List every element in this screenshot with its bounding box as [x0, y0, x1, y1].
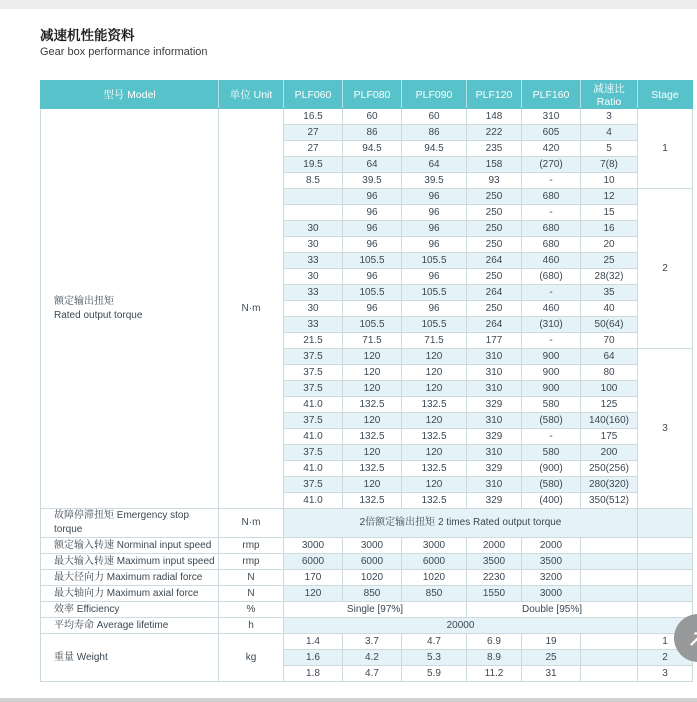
torque-value-cell: 96 — [402, 301, 467, 317]
torque-value-cell: 177 — [467, 333, 522, 349]
torque-value-cell: 120 — [402, 381, 467, 397]
ratio-cell: 15 — [581, 205, 638, 221]
row-label-zh: 额定输出扭矩 — [54, 295, 114, 307]
torque-value-cell: 105.5 — [343, 317, 402, 333]
stage-cell: 2 — [638, 650, 693, 666]
torque-value-cell: 105.5 — [402, 317, 467, 333]
weight-value-cell: 4.7 — [343, 666, 402, 682]
torque-value-cell: 37.5 — [284, 349, 343, 365]
ratio-cell-empty — [581, 666, 638, 682]
header-row — [41, 81, 693, 109]
torque-value-cell: 120 — [343, 413, 402, 429]
torque-value-cell: (680) — [522, 269, 581, 285]
weight-value-cell: 25 — [522, 650, 581, 666]
torque-value-cell: 420 — [522, 141, 581, 157]
torque-value-cell: 105.5 — [343, 253, 402, 269]
value-cell: 2000 — [467, 538, 522, 554]
ratio-cell: 200 — [581, 445, 638, 461]
weight-value-cell: 31 — [522, 666, 581, 682]
ratio-cell: 50(64) — [581, 317, 638, 333]
value-cell: 6000 — [402, 554, 467, 570]
weight-value-cell: 3.7 — [343, 634, 402, 650]
value-cell: 120 — [284, 586, 343, 602]
torque-value-cell: 250 — [467, 189, 522, 205]
torque-value-cell: 105.5 — [402, 285, 467, 301]
row-label: 最大径向力 Maximum radial force — [41, 570, 219, 586]
ratio-cell-empty — [581, 650, 638, 666]
weight-value-cell: 6.9 — [467, 634, 522, 650]
ratio-cell: 125 — [581, 397, 638, 413]
torque-value-cell: 310 — [467, 365, 522, 381]
torque-value-cell: 120 — [402, 413, 467, 429]
ratio-cell: 4 — [581, 125, 638, 141]
torque-value-cell: 71.5 — [343, 333, 402, 349]
header-cell: Stage — [638, 81, 693, 109]
torque-value-cell: 120 — [343, 349, 402, 365]
torque-value-cell: 86 — [343, 125, 402, 141]
torque-value-cell: 329 — [467, 397, 522, 413]
value-cell: 3000 — [522, 586, 581, 602]
ratio-cell-empty — [581, 586, 638, 602]
value-cell: 3000 — [284, 538, 343, 554]
value-cell: 850 — [402, 586, 467, 602]
torque-value-cell: 64 — [402, 157, 467, 173]
stage-cell-empty — [638, 602, 693, 618]
torque-value-cell: 148 — [467, 109, 522, 125]
torque-value-cell: 39.5 — [402, 173, 467, 189]
efficiency-value-cell: Single [97%] — [284, 602, 467, 618]
torque-value-cell: 8.5 — [284, 173, 343, 189]
torque-value-cell: 37.5 — [284, 413, 343, 429]
span-value-cell: 20000 — [284, 618, 638, 634]
row-label: 最大输入转速 Maximum input speed — [41, 554, 219, 570]
unit-cell: N — [219, 570, 284, 586]
torque-value-cell: 250 — [467, 237, 522, 253]
ratio-cell: 35 — [581, 285, 638, 301]
torque-value-cell: 37.5 — [284, 445, 343, 461]
torque-value-cell: 900 — [522, 349, 581, 365]
torque-value-cell: 120 — [402, 445, 467, 461]
value-cell: 2000 — [522, 538, 581, 554]
value-cell: 3500 — [522, 554, 581, 570]
torque-value-cell: 60 — [402, 109, 467, 125]
torque-value-cell: 310 — [467, 381, 522, 397]
torque-value-cell: 329 — [467, 429, 522, 445]
ratio-cell: 280(320) — [581, 477, 638, 493]
weight-value-cell: 4.7 — [402, 634, 467, 650]
table-body — [41, 109, 693, 682]
torque-value-cell: 96 — [402, 269, 467, 285]
stage-cell: 3 — [638, 666, 693, 682]
ratio-cell-empty — [581, 554, 638, 570]
torque-value-cell: 60 — [343, 109, 402, 125]
torque-value-cell: (900) — [522, 461, 581, 477]
torque-value-cell: - — [522, 205, 581, 221]
table-row — [41, 618, 693, 634]
row-label-en: Rated output torque — [54, 309, 143, 321]
ratio-cell-empty — [581, 570, 638, 586]
torque-value-cell: - — [522, 429, 581, 445]
torque-value-cell: 96 — [402, 221, 467, 237]
torque-value-cell: 96 — [343, 189, 402, 205]
ratio-cell: 3 — [581, 109, 638, 125]
weight-value-cell: 5.9 — [402, 666, 467, 682]
weight-value-cell: 19 — [522, 634, 581, 650]
torque-value-cell: 120 — [343, 445, 402, 461]
header-cell: 型号 Model — [41, 81, 219, 109]
value-cell: 3200 — [522, 570, 581, 586]
unit-cell: rmp — [219, 554, 284, 570]
torque-value-cell: (580) — [522, 413, 581, 429]
ratio-cell: 350(512) — [581, 493, 638, 509]
torque-value-cell: 460 — [522, 301, 581, 317]
arrow-up-right-icon — [687, 627, 697, 649]
torque-value-cell: 120 — [402, 365, 467, 381]
weight-value-cell: 1.6 — [284, 650, 343, 666]
header-cell: PLF160 — [522, 81, 581, 109]
torque-value-cell: 96 — [343, 237, 402, 253]
ratio-cell: 20 — [581, 237, 638, 253]
torque-value-cell: 96 — [343, 205, 402, 221]
table-row — [41, 554, 693, 570]
torque-value-cell: 900 — [522, 365, 581, 381]
stage-cell-empty — [638, 538, 693, 554]
torque-value-cell: 96 — [402, 237, 467, 253]
ratio-cell-empty — [581, 538, 638, 554]
torque-value-cell: 120 — [343, 477, 402, 493]
torque-value-cell — [284, 205, 343, 221]
torque-value-cell: 222 — [467, 125, 522, 141]
torque-value-cell: 30 — [284, 237, 343, 253]
table-row — [41, 109, 693, 125]
torque-value-cell: 120 — [402, 349, 467, 365]
span-value-cell: 2倍额定输出扭矩 2 times Rated output torque — [284, 509, 638, 538]
unit-cell: % — [219, 602, 284, 618]
torque-value-cell: 250 — [467, 301, 522, 317]
ratio-cell: 64 — [581, 349, 638, 365]
header-cell: PLF080 — [343, 81, 402, 109]
ratio-cell: 250(256) — [581, 461, 638, 477]
torque-value-cell: 27 — [284, 125, 343, 141]
stage-cell: 3 — [638, 349, 693, 509]
ratio-cell: 80 — [581, 365, 638, 381]
torque-value-cell: 310 — [467, 445, 522, 461]
torque-value-cell: - — [522, 173, 581, 189]
ratio-cell: 16 — [581, 221, 638, 237]
value-cell: 850 — [343, 586, 402, 602]
ratio-cell: 40 — [581, 301, 638, 317]
ratio-cell: 175 — [581, 429, 638, 445]
torque-value-cell: 27 — [284, 141, 343, 157]
row-label: 额定输入转速 Norminal input speed — [41, 538, 219, 554]
torque-value-cell: 105.5 — [402, 253, 467, 269]
torque-value-cell: 30 — [284, 301, 343, 317]
torque-value-cell: 250 — [467, 205, 522, 221]
ratio-cell: 140(160) — [581, 413, 638, 429]
header-cell: 减速比 Ratio — [581, 81, 638, 109]
unit-cell: N·m — [219, 109, 284, 509]
torque-value-cell: 96 — [343, 301, 402, 317]
page-title-en: Gear box performance information — [40, 46, 208, 58]
torque-value-cell: 30 — [284, 221, 343, 237]
table-row — [41, 509, 693, 538]
torque-value-cell: 310 — [522, 109, 581, 125]
torque-value-cell: 86 — [402, 125, 467, 141]
stage-cell-empty — [638, 554, 693, 570]
ratio-cell: 5 — [581, 141, 638, 157]
torque-value-cell: 680 — [522, 221, 581, 237]
torque-value-cell: 93 — [467, 173, 522, 189]
header-cell: PLF060 — [284, 81, 343, 109]
torque-value-cell: 264 — [467, 285, 522, 301]
torque-value-cell: 30 — [284, 269, 343, 285]
torque-value-cell: 33 — [284, 317, 343, 333]
page-bottom-strip — [0, 698, 697, 702]
value-cell: 6000 — [284, 554, 343, 570]
unit-cell: h — [219, 618, 284, 634]
efficiency-value-cell: Double [95%] — [467, 602, 638, 618]
weight-value-cell: 1.8 — [284, 666, 343, 682]
torque-value-cell: 264 — [467, 317, 522, 333]
torque-value-cell: 250 — [467, 269, 522, 285]
torque-value-cell: 132.5 — [402, 493, 467, 509]
torque-value-cell: 132.5 — [402, 397, 467, 413]
torque-value-cell: 21.5 — [284, 333, 343, 349]
torque-value-cell: 71.5 — [402, 333, 467, 349]
page-title-zh: 减速机性能资料 — [40, 28, 135, 43]
torque-value-cell: 120 — [343, 381, 402, 397]
torque-value-cell: 96 — [402, 189, 467, 205]
value-cell: 1550 — [467, 586, 522, 602]
row-label-rated-output-torque — [41, 109, 219, 509]
unit-cell: N·m — [219, 509, 284, 538]
torque-value-cell: 41.0 — [284, 461, 343, 477]
torque-value-cell: 132.5 — [402, 429, 467, 445]
table-row — [41, 570, 693, 586]
torque-value-cell: 105.5 — [343, 285, 402, 301]
torque-value-cell: 132.5 — [343, 429, 402, 445]
torque-value-cell: 310 — [467, 349, 522, 365]
stage-cell-empty — [638, 509, 693, 538]
torque-value-cell: 120 — [402, 477, 467, 493]
table-row — [41, 538, 693, 554]
torque-value-cell: 120 — [343, 365, 402, 381]
stage-cell: 1 — [638, 109, 693, 189]
torque-value-cell: 16.5 — [284, 109, 343, 125]
torque-value-cell: 19.5 — [284, 157, 343, 173]
weight-value-cell: 5.3 — [402, 650, 467, 666]
row-label: 平均寿命 Average lifetime — [41, 618, 219, 634]
torque-value-cell: 37.5 — [284, 365, 343, 381]
ratio-cell: 10 — [581, 173, 638, 189]
torque-value-cell: 329 — [467, 461, 522, 477]
torque-value-cell: 64 — [343, 157, 402, 173]
torque-value-cell: - — [522, 285, 581, 301]
torque-value-cell: 37.5 — [284, 381, 343, 397]
ratio-cell: 7(8) — [581, 157, 638, 173]
torque-value-cell: (580) — [522, 477, 581, 493]
value-cell: 2230 — [467, 570, 522, 586]
torque-value-cell: 39.5 — [343, 173, 402, 189]
performance-table — [40, 80, 693, 682]
torque-value-cell: (270) — [522, 157, 581, 173]
torque-value-cell: 310 — [467, 413, 522, 429]
header-cell: 单位 Unit — [219, 81, 284, 109]
torque-value-cell: 132.5 — [343, 493, 402, 509]
table-row — [41, 634, 693, 650]
torque-value-cell: (310) — [522, 317, 581, 333]
header-cell: PLF120 — [467, 81, 522, 109]
value-cell: 6000 — [343, 554, 402, 570]
value-cell: 3000 — [343, 538, 402, 554]
torque-value-cell: 605 — [522, 125, 581, 141]
torque-value-cell: 132.5 — [402, 461, 467, 477]
torque-value-cell — [284, 189, 343, 205]
torque-value-cell: 680 — [522, 189, 581, 205]
torque-value-cell: 96 — [343, 221, 402, 237]
header-cell: PLF090 — [402, 81, 467, 109]
ratio-cell: 28(32) — [581, 269, 638, 285]
torque-value-cell: 250 — [467, 221, 522, 237]
torque-value-cell: 132.5 — [343, 461, 402, 477]
torque-value-cell: 264 — [467, 253, 522, 269]
stage-cell: 2 — [638, 189, 693, 349]
row-label-weight: 重量 Weight — [41, 634, 219, 682]
torque-value-cell: 94.5 — [402, 141, 467, 157]
weight-value-cell: 4.2 — [343, 650, 402, 666]
torque-value-cell: 33 — [284, 253, 343, 269]
unit-cell: rmp — [219, 538, 284, 554]
torque-value-cell: 580 — [522, 445, 581, 461]
row-label: 故障停滞扭矩 Emergency stop torque — [41, 509, 219, 538]
ratio-cell: 100 — [581, 381, 638, 397]
table-row — [41, 602, 693, 618]
torque-value-cell: 132.5 — [343, 397, 402, 413]
torque-value-cell: 96 — [343, 269, 402, 285]
value-cell: 170 — [284, 570, 343, 586]
torque-value-cell: 310 — [467, 477, 522, 493]
weight-value-cell: 11.2 — [467, 666, 522, 682]
torque-value-cell: 37.5 — [284, 477, 343, 493]
torque-value-cell: - — [522, 333, 581, 349]
torque-value-cell: 158 — [467, 157, 522, 173]
stage-cell-empty — [638, 570, 693, 586]
unit-cell: N — [219, 586, 284, 602]
torque-value-cell: 900 — [522, 381, 581, 397]
torque-value-cell: 41.0 — [284, 493, 343, 509]
stage-cell-empty — [638, 586, 693, 602]
torque-value-cell: 460 — [522, 253, 581, 269]
table-row — [41, 586, 693, 602]
ratio-cell: 70 — [581, 333, 638, 349]
ratio-cell: 12 — [581, 189, 638, 205]
torque-value-cell: 41.0 — [284, 397, 343, 413]
torque-value-cell: 41.0 — [284, 429, 343, 445]
value-cell: 1020 — [402, 570, 467, 586]
value-cell: 3000 — [402, 538, 467, 554]
row-label: 效率 Efficiency — [41, 602, 219, 618]
weight-value-cell: 8.9 — [467, 650, 522, 666]
value-cell: 3500 — [467, 554, 522, 570]
table-header — [41, 81, 693, 109]
stage-cell: 1 — [638, 634, 693, 650]
torque-value-cell: 96 — [402, 205, 467, 221]
torque-value-cell: (400) — [522, 493, 581, 509]
page-top-strip — [0, 0, 697, 9]
torque-value-cell: 580 — [522, 397, 581, 413]
torque-value-cell: 680 — [522, 237, 581, 253]
torque-value-cell: 329 — [467, 493, 522, 509]
weight-value-cell: 1.4 — [284, 634, 343, 650]
ratio-cell: 25 — [581, 253, 638, 269]
ratio-cell-empty — [581, 634, 638, 650]
torque-value-cell: 94.5 — [343, 141, 402, 157]
torque-value-cell: 33 — [284, 285, 343, 301]
unit-cell: kg — [219, 634, 284, 682]
torque-value-cell: 235 — [467, 141, 522, 157]
value-cell: 1020 — [343, 570, 402, 586]
row-label: 最大轴向力 Maximum axial force — [41, 586, 219, 602]
